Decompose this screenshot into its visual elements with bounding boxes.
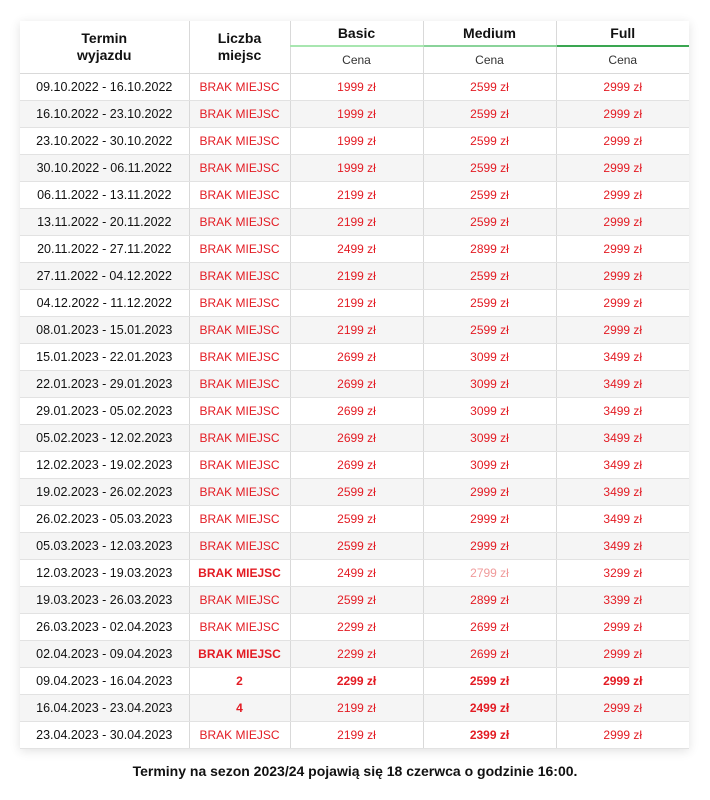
cell-date: 12.02.2023 - 19.02.2023 [20, 452, 189, 479]
cell-basic-price: 2199 zł [290, 722, 423, 749]
cell-date: 08.01.2023 - 15.01.2023 [20, 317, 189, 344]
table-row [20, 317, 689, 344]
table-row [20, 263, 689, 290]
cell-seats: BRAK MIEJSC [189, 74, 290, 101]
cell-seats: BRAK MIEJSC [189, 317, 290, 344]
cell-seats: BRAK MIEJSC [189, 371, 290, 398]
cell-date: 16.10.2022 - 23.10.2022 [20, 101, 189, 128]
table-row [20, 182, 689, 209]
cell-seats: BRAK MIEJSC [189, 155, 290, 182]
header-date [20, 21, 189, 74]
cell-date: 06.11.2022 - 13.11.2022 [20, 182, 189, 209]
cell-full-price: 2999 zł [556, 641, 689, 668]
cell-seats: BRAK MIEJSC [189, 101, 290, 128]
cell-full-price: 2999 zł [556, 668, 689, 695]
cell-date: 09.10.2022 - 16.10.2022 [20, 74, 189, 101]
cell-date: 27.11.2022 - 04.12.2022 [20, 263, 189, 290]
cell-seats: BRAK MIEJSC [189, 587, 290, 614]
cell-medium-price: 2499 zł [423, 695, 556, 722]
season-note: Terminy na sezon 2023/24 pojawią się 18 czerwca o godzinie 16:00. [132, 763, 578, 779]
table-body [20, 74, 689, 749]
cell-date: 04.12.2022 - 11.12.2022 [20, 290, 189, 317]
cell-medium-price: 2599 zł [423, 209, 556, 236]
cell-seats: BRAK MIEJSC [189, 452, 290, 479]
cell-date: 19.03.2023 - 26.03.2023 [20, 587, 189, 614]
cell-basic-price: 2299 zł [290, 641, 423, 668]
cell-medium-price: 2799 zł [423, 560, 556, 587]
cell-full-price: 3499 zł [556, 425, 689, 452]
table-row [20, 344, 689, 371]
cell-date: 23.10.2022 - 30.10.2022 [20, 128, 189, 155]
cell-basic-price: 2499 zł [290, 560, 423, 587]
cell-seats: BRAK MIEJSC [189, 236, 290, 263]
header-basic: Basic [290, 21, 423, 46]
cell-medium-price: 2599 zł [423, 668, 556, 695]
cell-basic-price: 2499 zł [290, 236, 423, 263]
cell-medium-price: 2699 zł [423, 614, 556, 641]
cell-date: 09.04.2023 - 16.04.2023 [20, 668, 189, 695]
cell-full-price: 3499 zł [556, 398, 689, 425]
table-row [20, 506, 689, 533]
cell-date: 05.02.2023 - 12.02.2023 [20, 425, 189, 452]
cell-basic-price: 1999 zł [290, 101, 423, 128]
table-row [20, 479, 689, 506]
cell-date: 29.01.2023 - 05.02.2023 [20, 398, 189, 425]
cell-full-price: 2999 zł [556, 614, 689, 641]
header-date-label: Termin wyjazdu [77, 30, 132, 63]
cell-full-price: 2999 zł [556, 695, 689, 722]
table-row [20, 101, 689, 128]
table-row [20, 614, 689, 641]
cell-date: 13.11.2022 - 20.11.2022 [20, 209, 189, 236]
cell-medium-price: 2599 zł [423, 182, 556, 209]
cell-full-price: 2999 zł [556, 263, 689, 290]
cell-full-price: 3499 zł [556, 371, 689, 398]
table-row [20, 641, 689, 668]
cell-basic-price: 1999 zł [290, 128, 423, 155]
cell-date: 12.03.2023 - 19.03.2023 [20, 560, 189, 587]
cell-medium-price: 2999 zł [423, 533, 556, 560]
cell-date: 15.01.2023 - 22.01.2023 [20, 344, 189, 371]
cell-basic-price: 2699 zł [290, 452, 423, 479]
cell-full-price: 3499 zł [556, 533, 689, 560]
table-row [20, 425, 689, 452]
table-row [20, 371, 689, 398]
table-row [20, 695, 689, 722]
cell-medium-price: 2599 zł [423, 101, 556, 128]
cell-seats: BRAK MIEJSC [189, 209, 290, 236]
cell-medium-price: 3099 zł [423, 452, 556, 479]
cell-basic-price: 2199 zł [290, 182, 423, 209]
cell-full-price: 2999 zł [556, 74, 689, 101]
table-row [20, 587, 689, 614]
cell-full-price: 2999 zł [556, 182, 689, 209]
cell-full-price: 2999 zł [556, 128, 689, 155]
table-row [20, 128, 689, 155]
cell-seats: BRAK MIEJSC [189, 506, 290, 533]
cell-medium-price: 2999 zł [423, 506, 556, 533]
cell-seats: BRAK MIEJSC [189, 533, 290, 560]
cell-full-price: 2999 zł [556, 722, 689, 749]
cell-basic-price: 2599 zł [290, 506, 423, 533]
table-row [20, 398, 689, 425]
cell-date: 30.10.2022 - 06.11.2022 [20, 155, 189, 182]
cell-full-price: 2999 zł [556, 209, 689, 236]
cell-seats: BRAK MIEJSC [189, 722, 290, 749]
header-basic-price: Cena [290, 46, 423, 74]
cell-full-price: 3499 zł [556, 344, 689, 371]
cell-basic-price: 2199 zł [290, 263, 423, 290]
table-row [20, 290, 689, 317]
header-medium-price: Cena [423, 46, 556, 74]
cell-date: 02.04.2023 - 09.04.2023 [20, 641, 189, 668]
cell-basic-price: 2699 zł [290, 344, 423, 371]
cell-seats: 4 [189, 695, 290, 722]
cell-basic-price: 2699 zł [290, 425, 423, 452]
cell-medium-price: 2599 zł [423, 128, 556, 155]
cell-full-price: 3399 zł [556, 587, 689, 614]
table-row [20, 74, 689, 101]
table-row [20, 155, 689, 182]
cell-medium-price: 2999 zł [423, 479, 556, 506]
cell-seats: BRAK MIEJSC [189, 425, 290, 452]
cell-basic-price: 2199 zł [290, 209, 423, 236]
table-row [20, 209, 689, 236]
cell-basic-price: 2599 zł [290, 587, 423, 614]
cell-medium-price: 2599 zł [423, 317, 556, 344]
cell-seats: BRAK MIEJSC [189, 290, 290, 317]
cell-full-price: 3299 zł [556, 560, 689, 587]
cell-basic-price: 2699 zł [290, 371, 423, 398]
table-row [20, 236, 689, 263]
cell-medium-price: 2599 zł [423, 290, 556, 317]
table-row [20, 533, 689, 560]
cell-full-price: 2999 zł [556, 155, 689, 182]
cell-full-price: 2999 zł [556, 290, 689, 317]
cell-date: 05.03.2023 - 12.03.2023 [20, 533, 189, 560]
cell-date: 20.11.2022 - 27.11.2022 [20, 236, 189, 263]
cell-date: 23.04.2023 - 30.04.2023 [20, 722, 189, 749]
table-row [20, 722, 689, 749]
cell-seats: BRAK MIEJSC [189, 182, 290, 209]
cell-medium-price: 2899 zł [423, 587, 556, 614]
cell-date: 16.04.2023 - 23.04.2023 [20, 695, 189, 722]
cell-medium-price: 2399 zł [423, 722, 556, 749]
cell-medium-price: 2899 zł [423, 236, 556, 263]
cell-basic-price: 2299 zł [290, 668, 423, 695]
cell-seats: BRAK MIEJSC [189, 344, 290, 371]
header-seats [189, 21, 290, 74]
cell-seats: BRAK MIEJSC [189, 398, 290, 425]
table-row [20, 668, 689, 695]
cell-seats: BRAK MIEJSC [189, 641, 290, 668]
cell-full-price: 2999 zł [556, 317, 689, 344]
cell-basic-price: 2199 zł [290, 317, 423, 344]
cell-basic-price: 2199 zł [290, 695, 423, 722]
cell-full-price: 2999 zł [556, 101, 689, 128]
cell-medium-price: 2599 zł [423, 155, 556, 182]
cell-medium-price: 3099 zł [423, 371, 556, 398]
header-full: Full [556, 21, 689, 46]
cell-basic-price: 2699 zł [290, 398, 423, 425]
cell-seats: BRAK MIEJSC [189, 128, 290, 155]
cell-date: 26.03.2023 - 02.04.2023 [20, 614, 189, 641]
cell-date: 26.02.2023 - 05.03.2023 [20, 506, 189, 533]
header-seats-label: Liczba miejsc [217, 30, 262, 63]
cell-full-price: 3499 zł [556, 479, 689, 506]
cell-basic-price: 2599 zł [290, 533, 423, 560]
cell-basic-price: 1999 zł [290, 155, 423, 182]
cell-seats: BRAK MIEJSC [189, 479, 290, 506]
cell-date: 22.01.2023 - 29.01.2023 [20, 371, 189, 398]
header-medium: Medium [423, 21, 556, 46]
cell-full-price: 3499 zł [556, 506, 689, 533]
cell-medium-price: 3099 zł [423, 425, 556, 452]
pricing-table [20, 21, 689, 749]
table-row [20, 560, 689, 587]
cell-basic-price: 2599 zł [290, 479, 423, 506]
cell-medium-price: 2599 zł [423, 74, 556, 101]
cell-seats: BRAK MIEJSC [189, 614, 290, 641]
cell-full-price: 3499 zł [556, 452, 689, 479]
cell-basic-price: 2199 zł [290, 290, 423, 317]
table-row [20, 452, 689, 479]
cell-medium-price: 3099 zł [423, 344, 556, 371]
cell-basic-price: 1999 zł [290, 74, 423, 101]
cell-basic-price: 2299 zł [290, 614, 423, 641]
cell-seats: 2 [189, 668, 290, 695]
pricing-table-card [20, 21, 689, 749]
cell-date: 19.02.2023 - 26.02.2023 [20, 479, 189, 506]
header-full-price: Cena [556, 46, 689, 74]
cell-medium-price: 3099 zł [423, 398, 556, 425]
cell-seats: BRAK MIEJSC [189, 263, 290, 290]
cell-medium-price: 2699 zł [423, 641, 556, 668]
cell-full-price: 2999 zł [556, 236, 689, 263]
cell-medium-price: 2599 zł [423, 263, 556, 290]
cell-seats: BRAK MIEJSC [189, 560, 290, 587]
